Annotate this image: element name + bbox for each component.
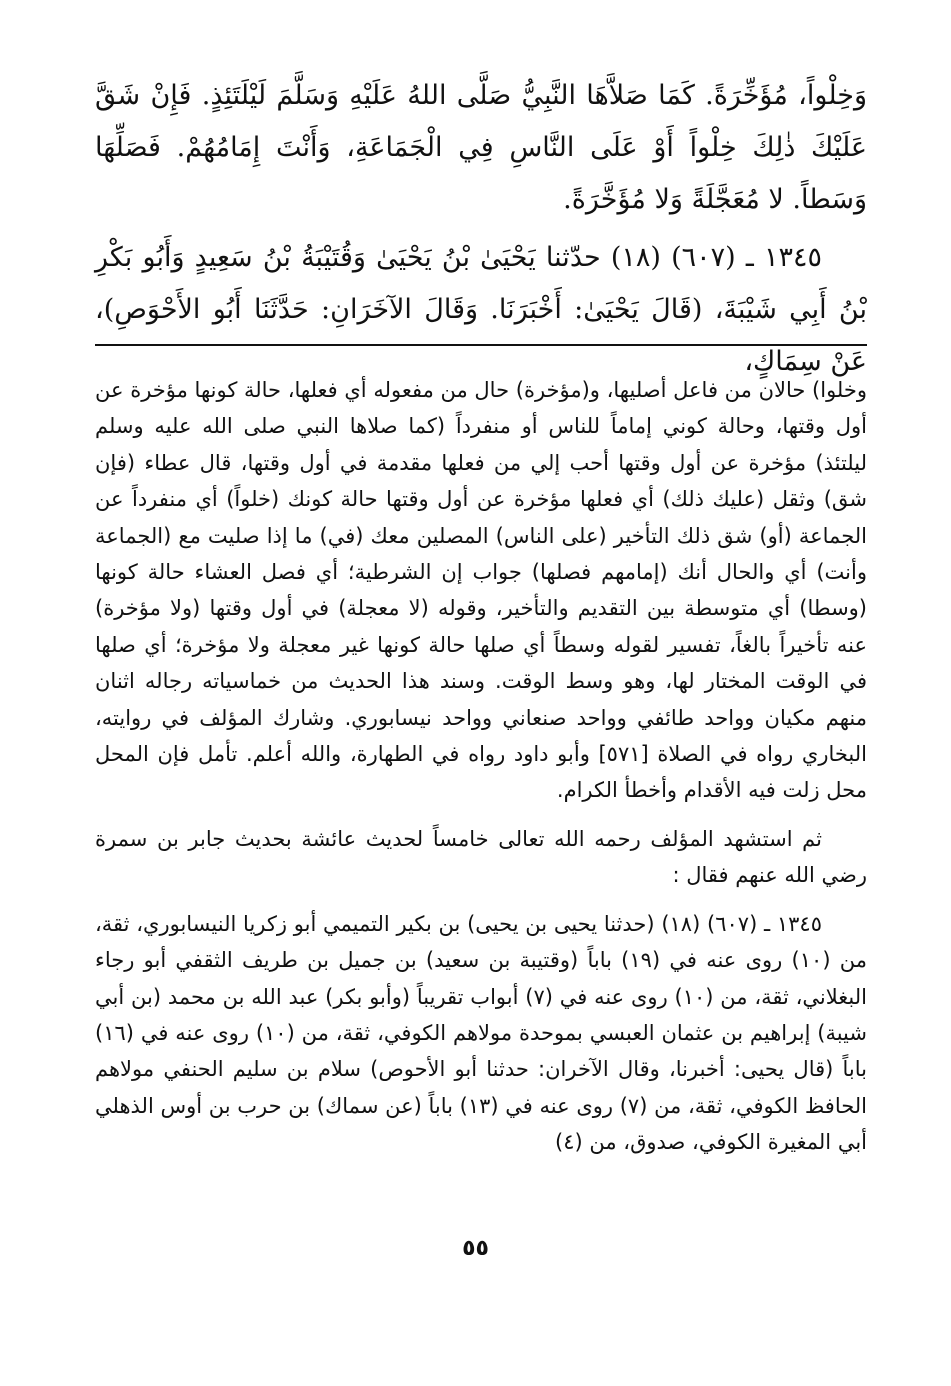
commentary-paragraph: وخلوا) حالان من فاعل أصليها، و(مؤخرة) حال من مفعوله أي فعلها، حالة كونها مؤخرة عن أول وقتها، وحالة كوني إماماً للناس أو منفرداً (كما صلاها النبي صلى الله عليه وسلم ليلتئذ) مؤخرة عن أول وقتها أحب إلي من فعلها مقدمة في أول وقتها، قال عطاء (فإن شق) وثقل (عليك ذلك) أي فعلها مؤخرة عن أول وقتها حالة كونك (خلواً) أي منفرداً عن الجماعة (أو) شق ذلك التأخير (على الناس) المصلين معك (في) ما إذا صليت مع (الجماعة وأنت) أي والحال أنك (إمامهم فصلها) جواب إن الشرطية؛ أي فصل العشاء حالة كونها (وسطا) أي متوسطة بين التقديم والتأخير، وقوله (لا معجلة) في أول وقتها (ولا مؤخرة) عنه تأخيراً بالغاً، تفسير لقوله وسطاً أي صلها حالة كونها غير معجلة ولا مؤخرة؛ أي صلها في الوقت المختار لها، وهو وسط الوقت. وسند هذا الحديث من خماسياته رجاله اثنان منهم مكيان وواحد طائفي وواحد صنعاني وواحد نيسابوري. وشارك المؤلف في روايته، البخاري رواه في الصلاة [٥٧١] وأبو داود رواه في الطهارة، والله أعلم. تأمل فإن المحل محل زلت فيه الأقدام وأخطأ الكرام. (95, 378, 867, 803)
page-number: ٥٥ (462, 1236, 489, 1261)
commentary (95, 372, 867, 1161)
footnote-divider (95, 344, 867, 346)
hadith-text (95, 70, 867, 388)
hadith-paragraph: ١٣٤٥ ـ (٦٠٧) (١٨) حدّثنا يَحْيَىٰ بْنُ يَحْيَىٰ وَقُتَيْبَةُ بْنُ سَعِيدٍ وَأَبُو بَكْرِ بْنُ أَبِي شَيْبَةَ، (قَالَ يَحْيَىٰ: أَخْبَرَنَا. وَقَالَ الآخَرَانِ: حَدَّثَنَا أَبُو الأَحْوَصِ)، عَنْ سِمَاكٍ، (95, 242, 867, 377)
commentary-paragraph: ١٣٤٥ ـ (٦٠٧) (١٨) (حدثنا يحيى بن يحيى) بن بكير التميمي أبو زكريا النيسابوري، ثقة، من (١٠) روى عنه في (١٩) باباً (وقتيبة بن سعيد) بن جميل بن طريف الثقفي أبو رجاء البغلاني، ثقة، من (١٠) روى عنه في (٧) أبواب تقريباً (وأبو بكر) عبد الله بن محمد (بن أبي شيبة) إبراهيم بن عثمان العبسي بموحدة مولاهم الكوفي، ثقة، من (١٠) روى عنه في (١٦) باباً (قال يحيى: أخبرنا، وقال الآخران: حدثنا أبو الأحوص) سلام بن سليم الحنفي مولاهم الحافظ الكوفي، ثقة، من (٧) روى عنه في (١٣) باباً (عن سماك) بن حرب بن أوس الذهلي أبي المغيرة الكوفي، صدوق، من (٤) (95, 911, 868, 1155)
commentary-paragraph: ثم استشهد المؤلف رحمه الله تعالى خامساً لحديث عائشة بحديث جابر بن سمرة رضي الله عنهم فقال : (95, 826, 867, 888)
hadith-paragraph: وَخِلْواً، مُؤَخِّرَةً. كَمَا صَلاَّهَا النَّبِيُّ صَلَّى اللهُ عَلَيْهِ وَسَلَّمَ لَيْلَتَئِذٍ. فَإِنْ شَقَّ عَلَيْكَ ذٰلِكَ خِلْواً أَوْ عَلَى النَّاسِ فِي الْجَمَاعَةِ، وَأَنْتَ إِمَامُهُمْ. فَصَلِّهَا وَسَطاً. لا مُعَجَّلَةً وَلا مُؤَخَّرَةً. (95, 80, 867, 215)
